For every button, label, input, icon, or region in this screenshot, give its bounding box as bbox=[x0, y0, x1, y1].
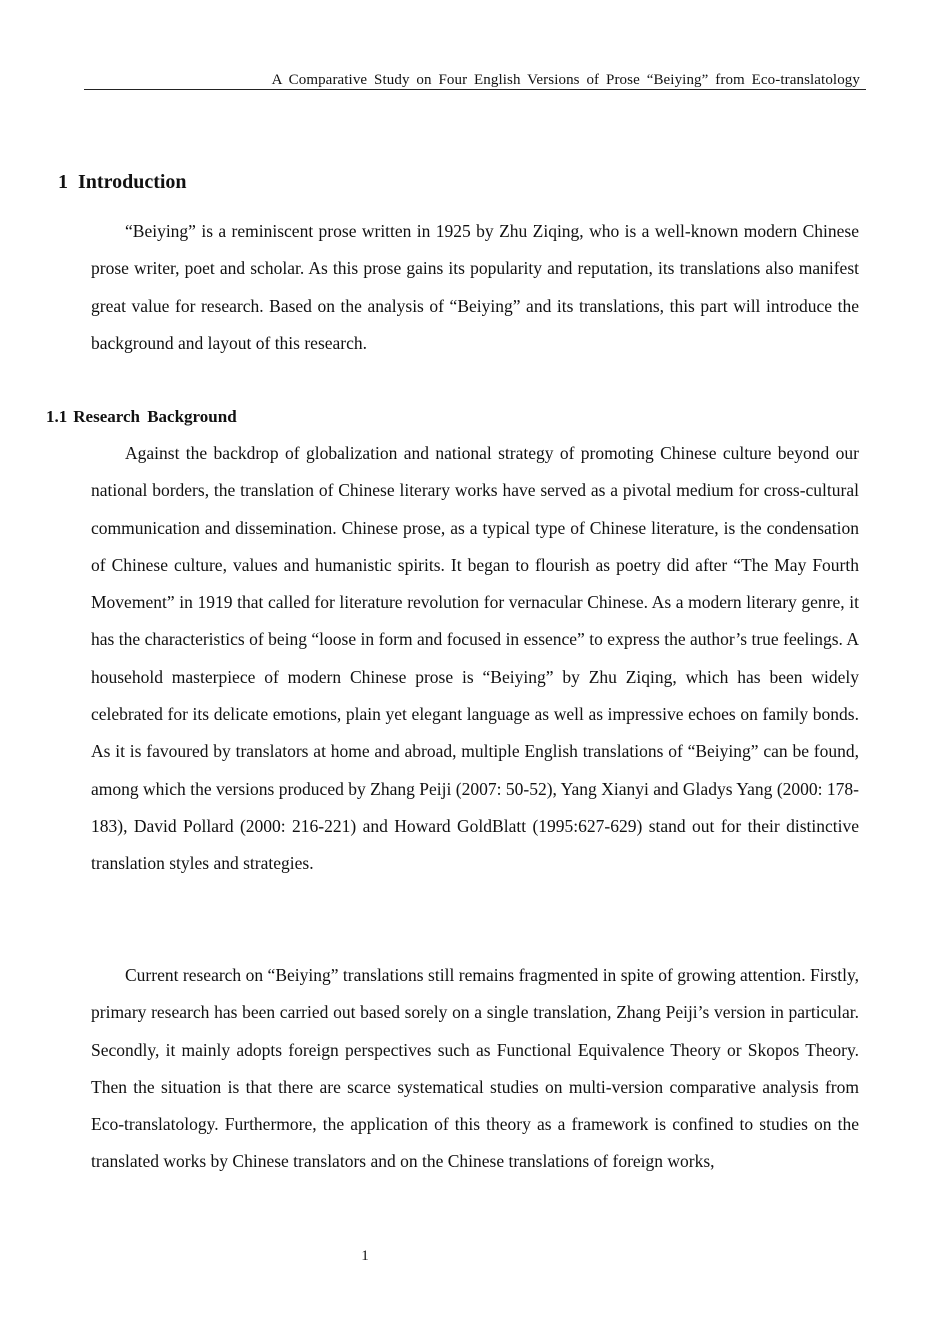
section-heading bbox=[46, 404, 237, 430]
background-paragraph-2: Current research on “Beiying” translations still remains fragmented in spite of growing attention. Firstly, primary research has been carried out based sorely on a single translation, Zhang Peiji’s version in particular. Secondly, it mainly adopts foreign perspectives such as Functional Equivalence Theory or Skopos Theory. Then the situation is that there are scarce systematical studies on multi-version comparative analysis from Eco-translatology. Furthermore, the application of this theory as a framework is confined to studies on the translated works by Chinese translators and on the Chinese translations of foreign works, bbox=[91, 965, 859, 1172]
intro-paragraph: “Beiying” is a reminiscent prose written in 1925 by Zhu Ziqing, who is a well-known modern Chinese prose writer, poet and scholar. As this prose gains its popularity and reputation, its translations also manifest great value for research. Based on the analysis of “Beiying” and its translations, this part will introduce the background and layout of this research. bbox=[91, 221, 859, 353]
background-paragraph-1: Against the backdrop of globalization and national strategy of promoting Chinese culture beyond our national borders, the translation of Chinese literary works have served as a pivotal medium for cross-cultural communication and dissemination. Chinese prose, as a typical type of Chinese literature, is the condensation of Chinese culture, values and humanistic spirits. It began to flourish as poetry did after “The May Fourth Movement” in 1919 that called for literature revolution for vernacular Chinese. As a modern literary genre, it has the characteristics of being “loose in form and focused in essence” to express the author’s true feelings. A household masterpiece of modern Chinese prose is “Beiying” by Zhu Ziqing, which has been widely celebrated for its delicate emotions, plain yet elegant language as well as impressive echoes on family bonds. As it is favoured by translators at home and abroad, multiple English translations of “Beiying” can be found, among which the versions produced by Zhang Peiji (2007: 50-52), Yang Xianyi and Gladys Yang (2000: 178-183), David Pollard (2000: 216-221) and Howard GoldBlatt (1995:627-629) stand out for their distinctive translation styles and strategies. bbox=[91, 443, 859, 874]
section-title: Research Background bbox=[73, 407, 237, 426]
chapter-heading bbox=[58, 168, 187, 196]
chapter-title: Introduction bbox=[78, 171, 187, 193]
page-number: 1 bbox=[361, 1248, 369, 1264]
running-header-title: A Comparative Study on Four English Versions of Prose “Beiying” from Eco-translatology bbox=[271, 72, 860, 88]
running-header bbox=[84, 70, 866, 90]
section-number: 1.1 bbox=[46, 407, 68, 426]
chapter-number: 1 bbox=[58, 171, 68, 193]
